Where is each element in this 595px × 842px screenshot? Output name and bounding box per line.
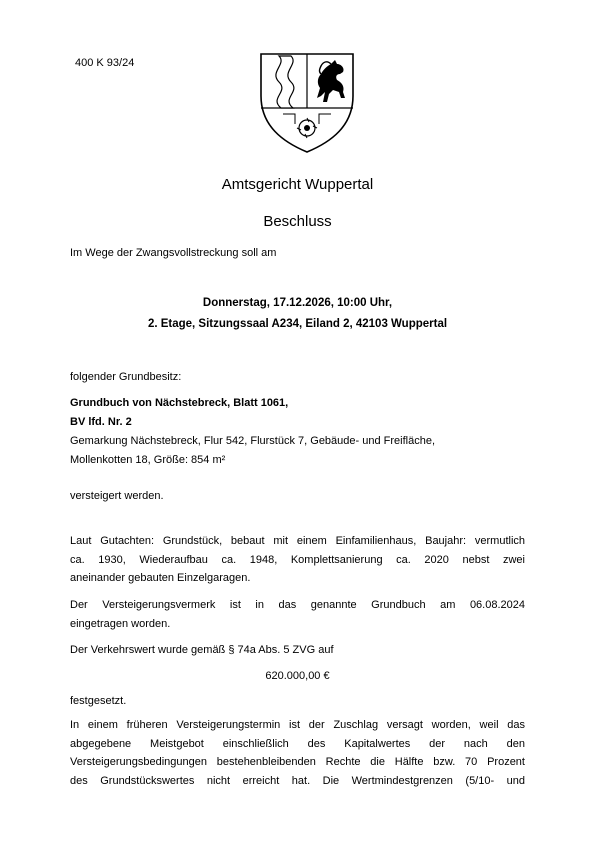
appraisal-line: aneinander gebauten Einzelgaragen. bbox=[70, 572, 251, 584]
parcel-description: Gemarkung Nächstebreck, Flur 542, Flurstück 7, Gebäude- und Freifläche, bbox=[70, 435, 436, 447]
market-value-intro: Der Verkehrswert wurde gemäß § 74a Abs. 5 ZVG auf bbox=[70, 644, 334, 656]
appraisal-line: ca. 1930, Wiederaufbau ca. 1948, Komplettsanierung ca. 2020 nebst zwei bbox=[70, 553, 525, 566]
value-fixed-text: festgesetzt. bbox=[70, 695, 127, 707]
registry-line: eingetragen worden. bbox=[70, 617, 171, 630]
prior-auction-line: Versteigerungsbedingungen bestehenbleibenden Rechte die Hälfte bzw. 70 Prozent bbox=[70, 756, 525, 768]
prior-auction-line: abgegebene Meistgebot einschließlich des Kapitalwertes der nach den bbox=[70, 737, 525, 750]
case-number: 400 K 93/24 bbox=[75, 57, 135, 69]
appraisal-line: Laut Gutachten: Grundstück, bebaut mit einem Einfamilienhaus, Baujahr: vermutlich bbox=[70, 535, 525, 547]
market-value-amount: 620.000,00 € bbox=[265, 670, 330, 682]
coat-of-arms-icon bbox=[257, 52, 357, 154]
prior-auction-line: des Grundstückswertes nicht erreicht hat. Die Wertmindestgrenzen (5/10- und bbox=[70, 774, 525, 787]
registry-line: Der Versteigerungsvermerk ist in das genannte Grundbuch am 06.08.2024 bbox=[70, 599, 525, 611]
land-register: Grundbuch von Nächstebreck, Blatt 1061, bbox=[70, 397, 289, 409]
appraisal-paragraph bbox=[70, 532, 525, 588]
document-title: Beschluss bbox=[263, 213, 332, 230]
property-address: Mollenkotten 18, Größe: 854 m² bbox=[70, 454, 226, 466]
court-name: Amtsgericht Wuppertal bbox=[221, 176, 374, 193]
hearing-location: 2. Etage, Sitzungssaal A234, Eiland 2, 42103 Wuppertal bbox=[147, 318, 448, 330]
auction-statement: versteigert werden. bbox=[70, 490, 164, 502]
registry-paragraph bbox=[70, 596, 525, 633]
property-intro: folgender Grundbesitz: bbox=[70, 371, 182, 383]
prior-auction-paragraph bbox=[70, 716, 525, 790]
prior-auction-line: In einem früheren Versteigerungstermin ist der Zuschlag versagt worden, weil das bbox=[70, 719, 525, 731]
bv-number: BV lfd. Nr. 2 bbox=[70, 416, 132, 428]
intro-text: Im Wege der Zwangsvollstreckung soll am bbox=[70, 247, 277, 259]
hearing-date: Donnerstag, 17.12.2026, 10:00 Uhr, bbox=[202, 297, 393, 309]
